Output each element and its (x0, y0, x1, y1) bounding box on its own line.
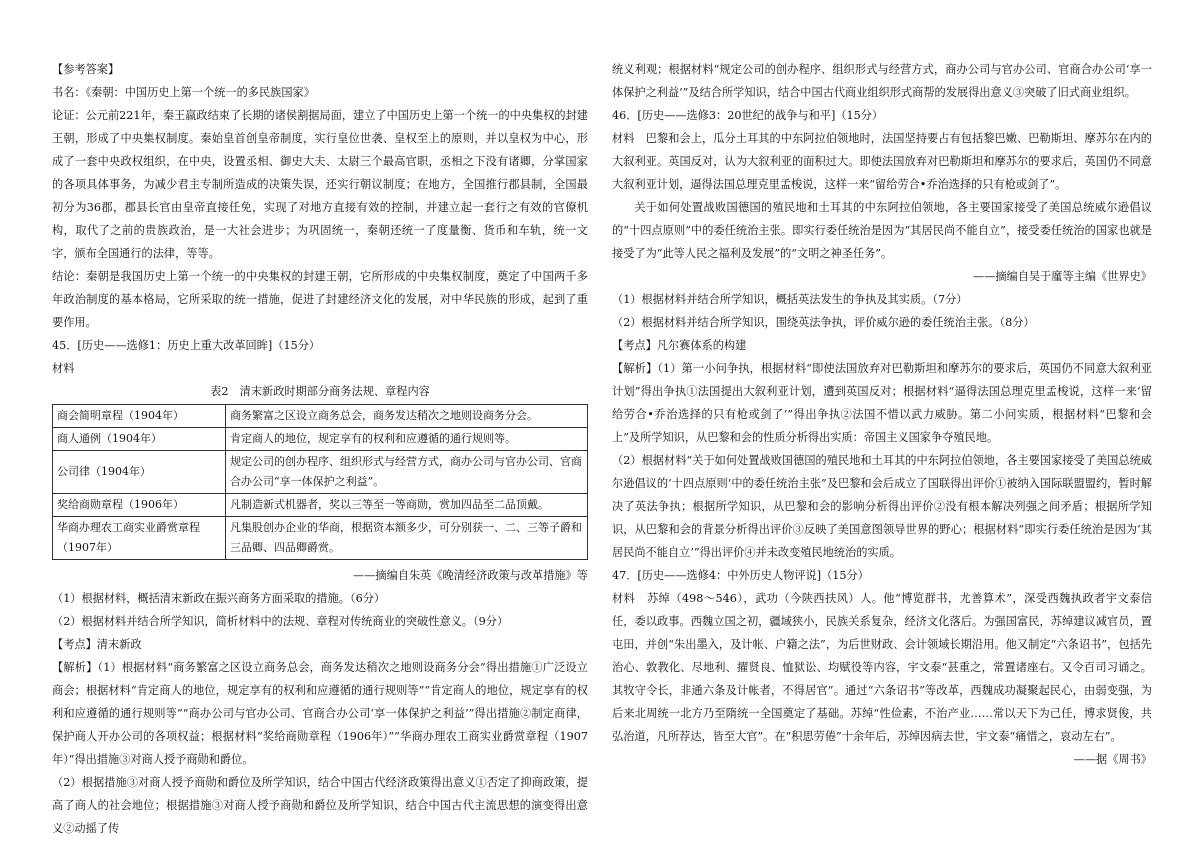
analysis-part-1: 【解析】（1）根据材料“商务繁富之区设立商务总会，商务发达稍次之地则设商务分会”得出措施①广泛设立商会；根据材料“肯定商人的地位，规定享有的权利和应遵循的通行规则等”“肯定商人的地位，规定享有的权利和应遵循的通行规则等”“商办公司与官办公司、官商合办公司‘享一体保护之利益’”得出措施②制定商律，保护商人开办公司的各项权益；根据材料“奖给商勋章程（1906年）”“华商办理农工商实业爵赏章程（1907年）”得出措施③对商人授予商勋和爵位。 (52, 661, 588, 766)
reference-answer-heading: 【参考答案】 (52, 63, 120, 76)
table-cell: 规定公司的创办程序、组织形式与经营方式，商办公司与官办公司、官商合办公司“享一体保护之利益”。 (226, 451, 588, 494)
table-cell: 肯定商人的地位，规定享有的权利和应遵循的通行规则等。 (226, 428, 588, 451)
right-column (612, 58, 1152, 771)
table-cell: 商人通例（1904年） (53, 428, 226, 451)
table-row (53, 451, 588, 494)
table-row (53, 405, 588, 428)
table-cell: 华商办理农工商实业爵赏章程（1907年） (53, 517, 226, 560)
table-cell: 商务繁富之区设立商务总会，商务发达稍次之地则设商务分会。 (226, 405, 588, 428)
table-cell: 商会简明章程（1904年） (53, 405, 226, 428)
question-45-part-2: （2）根据材料并结合所学知识，简析材料中的法规、章程对传统商业的突破性意义。（9分） (52, 615, 509, 628)
table-cell: 凡集股创办企业的华商，根据资本额多少，可分别获一、二、三等子爵和三品卿、四品卿爵赏。 (226, 517, 588, 560)
question-46-analysis-2: （2）根据材料“关于如何处置战败国德国的殖民地和土耳其的中东阿拉伯领地，各主要国家接受了美国总统威尔逊倡议的‘十四点原则’中的委任统治主张”及巴黎和会后成立了国联得出评价①被纳入国际联盟盟约，暂时解决了英法争执；根据所学知识，从巴黎和会的影响分析得出评价②没有根本解决列强之间矛盾；根据所学知识，从巴黎和会的背景分析得出评价③反映了美国意图领导世界的野心；根据材料“即实行委任统治是因为‘其居民尚不能自立’”得出评价④并未改变殖民地统治的实质。 (612, 454, 1152, 559)
material-label: 材料 (52, 362, 75, 375)
regulations-table (52, 404, 588, 560)
table-caption: 表2 清末新政时期部分商务法规、章程内容 (210, 385, 430, 398)
question-47-source: ——据《周书》 (1073, 753, 1152, 766)
question-46-material: 材料 巴黎和会上，瓜分土耳其的中东阿拉伯领地时，法国坚持要占有包括黎巴嫩、巴勒斯坦、摩苏尔在内的大叙利亚。英国反对，认为大叙利亚的面积过大。即使法国放弃对巴勒斯坦和摩苏尔的要求后，英国仍不同意大叙利亚计划，逼得法国总理克里孟梭说，这样一来“留给劳合•乔治选择的只有枪或剑了”。 (612, 132, 1152, 191)
table-row (53, 428, 588, 451)
book-title: 书名：《秦朝：中国历史上第一个统一的多民族国家》 (52, 86, 315, 99)
question-46-part-1: （1）根据材料并结合所学知识，概括英法发生的争执及其实质。（7分） (612, 293, 968, 306)
analysis-part-2: （2）根据措施③对商人授予商勋和爵位及所学知识，结合中国古代经济政策得出意义①否定了抑商政策，提高了商人的社会地位；根据措施③对商人授予商勋和爵位及所学知识，结合中国古代主流思想的演变得出意义②动摇了传 (52, 776, 588, 835)
table-row (53, 517, 588, 560)
question-46-kaodian: 【考点】凡尔赛体系的构建 (612, 339, 747, 352)
question-46-material-para-2: 关于如何处置战败国德国的殖民地和土耳其的中东阿拉伯领地，各主要国家接受了美国总统威尔逊倡议的“十四点原则”中的委任统治主张。即实行委任统治是因为“其居民尚不能自立”，接受委任统治的国家也就是接受了为“此等人民之福利及发展”的“文明之神圣任务”。 (612, 201, 1152, 260)
left-column (52, 58, 588, 840)
question-46-source: ——摘编自吴于廑等主编《世界史》 (972, 270, 1152, 283)
continued-analysis: 统义利观；根据材料“规定公司的创办程序、组织形式与经营方式，商办公司与官办公司、官商合办公司‘享一体保护之利益’”及结合所学知识，结合中国古代商业组织形式商帮的发展得出意义③突破了旧式商业组织。 (612, 63, 1152, 99)
conclusion-paragraph: 结论：秦朝是我国历史上第一个统一的中央集权的封建王朝，它所形成的中央集权制度，奠定了中国两千多年政治制度的基本格局，它所采取的统一措施，促进了封建经济文化的发展，对中华民族的形成，起到了重要作用。 (52, 270, 588, 329)
table-cell: 公司律（1904年） (53, 451, 226, 494)
question-45-title: 45．[历史——选修1：历史上重大改革回眸]（15分） (52, 339, 321, 352)
table-source: ——摘编自朱英《晚清经济政策与改革措施》等 (353, 569, 588, 582)
kaodian-label: 【考点】清末新政 (52, 638, 142, 651)
table-cell: 凡制造新式机器者，奖以三等至一等商勋，赏加四品至二品顶戴。 (226, 494, 588, 517)
argument-paragraph: 论证：公元前221年，秦王嬴政结束了长期的诸侯割据局面，建立了中国历史上第一个统一的中央集权的封建王朝，形成了中央集权制度。秦始皇首创皇帝制度，实行皇位世袭、皇权至上的原则，并以皇权为中心，形成了一套中央政权组织，在中央，设置丞相、御史大夫、太尉三个最高官职，丞相之下没有诸卿，分掌国家的各项具体事务，为减少君主专制所造成的决策失误，还实行朝议制度；在地方，全国推行郡县制，全国最初分为36郡，郡县长官由皇帝直接任免，实现了对地方直接有效的控制，并建立起一套行之有效的官僚机构，取代了之前的贵族政治，是一大社会进步；为巩固统一，秦朝还统一了度量衡、货币和车轨，统一文字，颁布全国通行的法律，等等。 (52, 109, 588, 260)
question-46-analysis-1: 【解析】（1）第一小问争执，根据材料“即使法国放弃对巴勒斯坦和摩苏尔的要求后，英国仍不同意大叙利亚计划”得出争执①法国提出大叙利亚计划，遭到英国反对；根据材料“逼得法国总理克里孟梭说，这样一来‘留给劳合•乔治选择的只有枪或剑了’”得出争执②法国不惜以武力威胁。第二小问实质，根据材料“巴黎和会上”及所学知识，从巴黎和会的性质分析得出实质：帝国主义国家争夺殖民地。 (612, 362, 1152, 444)
question-46-part-2: （2）根据材料并结合所学知识，围绕英法争执，评价威尔逊的委任统治主张。（8分） (612, 316, 1035, 329)
table-row (53, 494, 588, 517)
question-46-title: 46．[历史——选修3：20世纪的战争与和平]（15分） (612, 109, 884, 122)
table-cell: 奖给商勋章程（1906年） (53, 494, 226, 517)
question-47-material: 材料 苏绰（498～546），武功（今陕西扶风）人。他“博览群书，尤善算术”，深受西魏执政者宇文泰信任，委以政事。西魏立国之初，疆域狭小，民族关系复杂，经济文化落后。为强国富民，苏绰建议减官员，置屯田，并创“朱出墨入，及计帐、户籍之法”，为后世财政、会计领域长期沿用。他又制定“六条诏书”，包括先治心、敦教化、尽地利、擢贤良、恤狱讼、均赋役等内容，宇文泰“甚重之，常置诸座右。又令百司习诵之。其牧守令长，非通六条及计帐者，不得居官”。通过“六条诏书”等改革，西魏成功凝聚起民心，由弱变强，为后来北周统一北方乃至隋统一全国奠定了基础。苏绰“性俭素，不治产业……常以天下为己任，博求贤俊，共弘治道，凡所荐达，皆至大官”。在“积思劳倦”十余年后，苏绰因病去世，宇文泰“痛惜之，哀动左右”。 (612, 592, 1152, 743)
question-45-part-1: （1）根据材料，概括清末新政在振兴商务方面采取的措施。（6分） (52, 592, 386, 605)
question-47-title: 47．[历史——选修4：中外历史人物评说]（15分） (612, 569, 869, 582)
